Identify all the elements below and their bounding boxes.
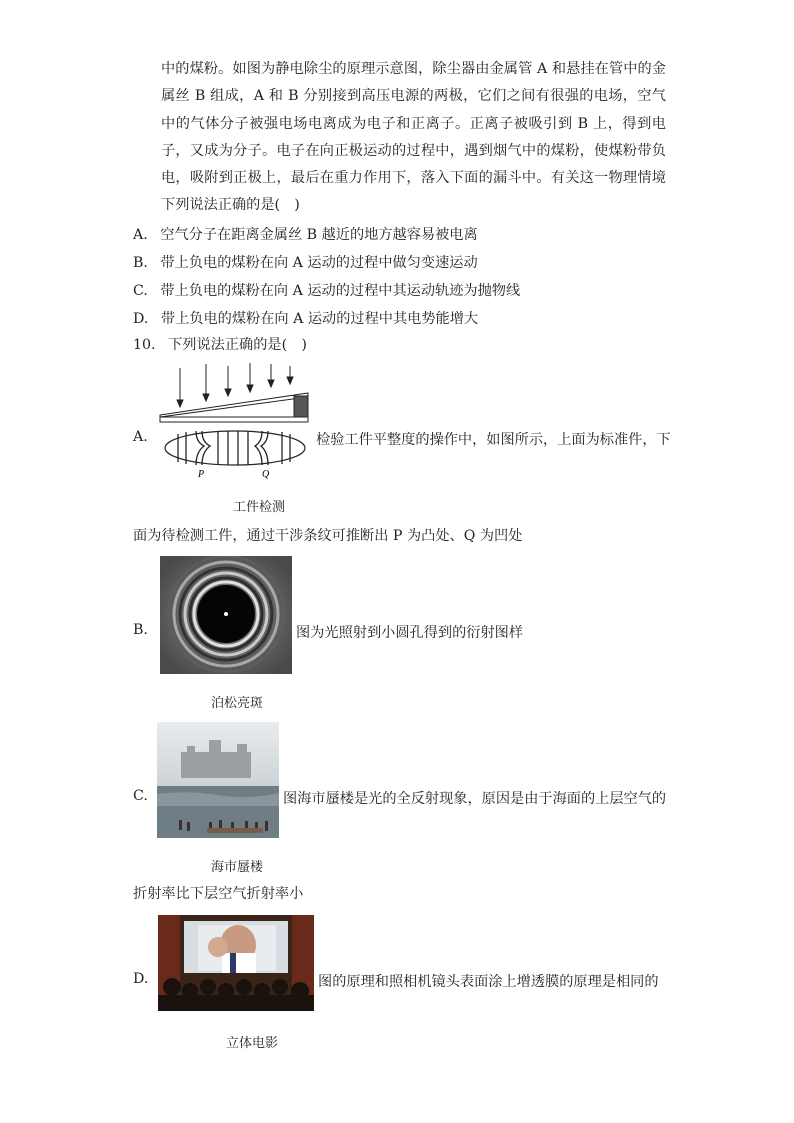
option-label: B.	[133, 255, 148, 271]
figure-caption-b: 泊松亮斑	[211, 696, 264, 711]
option-10c-text-cont: 折射率比下层空气折射率小	[133, 886, 304, 902]
question-number: 10.	[133, 337, 156, 353]
option-9b	[133, 252, 478, 272]
option-9c	[133, 280, 520, 300]
option-10b-text: 图为光照射到小圆孔得到的衍射图样	[296, 625, 524, 641]
figure-caption-a: 工件检测	[233, 500, 286, 515]
question-9-stem: 中的煤粉。如图为静电除尘的原理示意图，除尘器由金属管 A 和悬挂在管中的金属丝 B 组成，A 和 B 分别接到高压电源的两极，它们之间有很强的电场，空气中的气体分子被强电场电离成为电子和正离子。正离子被吸引到 B 上，得到电子，又成为分子。电子在向正极运动的过程中，遇到烟气中的煤粉，使煤粉带负电，吸附到正极上，最后在重力作用下，落入下面的漏斗中。有关这一物理情境下列说法正确的是( )	[161, 61, 666, 214]
option-label: A.	[133, 227, 148, 243]
3d-movie-photo	[158, 915, 314, 1011]
question-10-stem	[133, 334, 307, 354]
option-text: 空气分子在距离金属丝 B 越近的地方越容易被电离	[160, 227, 478, 243]
option-9d	[133, 308, 478, 328]
option-10a-label: A.	[133, 429, 148, 445]
option-label: C.	[133, 283, 148, 299]
workpiece-interference-figure	[158, 360, 312, 488]
option-label: D.	[133, 311, 149, 327]
option-text: 带上负电的煤粉在向 A 运动的过程中做匀变速运动	[160, 255, 478, 271]
option-10d-label: D.	[133, 971, 149, 987]
fig-label-p: P	[198, 469, 205, 480]
option-9a	[133, 224, 478, 244]
mirage-photo	[157, 722, 279, 838]
option-10c-label: C.	[133, 788, 148, 804]
option-10a-text: 检验工件平整度的操作中，如图所示，上面为标准件，下	[316, 432, 671, 448]
option-text: 带上负电的煤粉在向 A 运动的过程中其运动轨迹为抛物线	[160, 283, 521, 299]
figure-caption-d: 立体电影	[226, 1036, 279, 1051]
fig-label-q: Q	[262, 469, 270, 480]
question-text: 下列说法正确的是( )	[168, 337, 307, 353]
option-10d-text: 图的原理和照相机镜头表面涂上增透膜的原理是相同的	[318, 974, 659, 990]
figure-caption-c: 海市蜃楼	[211, 860, 264, 875]
poisson-spot-image	[160, 556, 292, 674]
option-10a-text-cont: 面为待检测工件，通过干涉条纹可推断出 P 为凸处、Q 为凹处	[133, 528, 523, 544]
option-10c-text: 图海市蜃楼是光的全反射现象，原因是由于海面的上层空气的	[283, 791, 667, 807]
option-10b-label: B.	[133, 622, 148, 638]
option-text: 带上负电的煤粉在向 A 运动的过程中其电势能增大	[160, 311, 479, 327]
